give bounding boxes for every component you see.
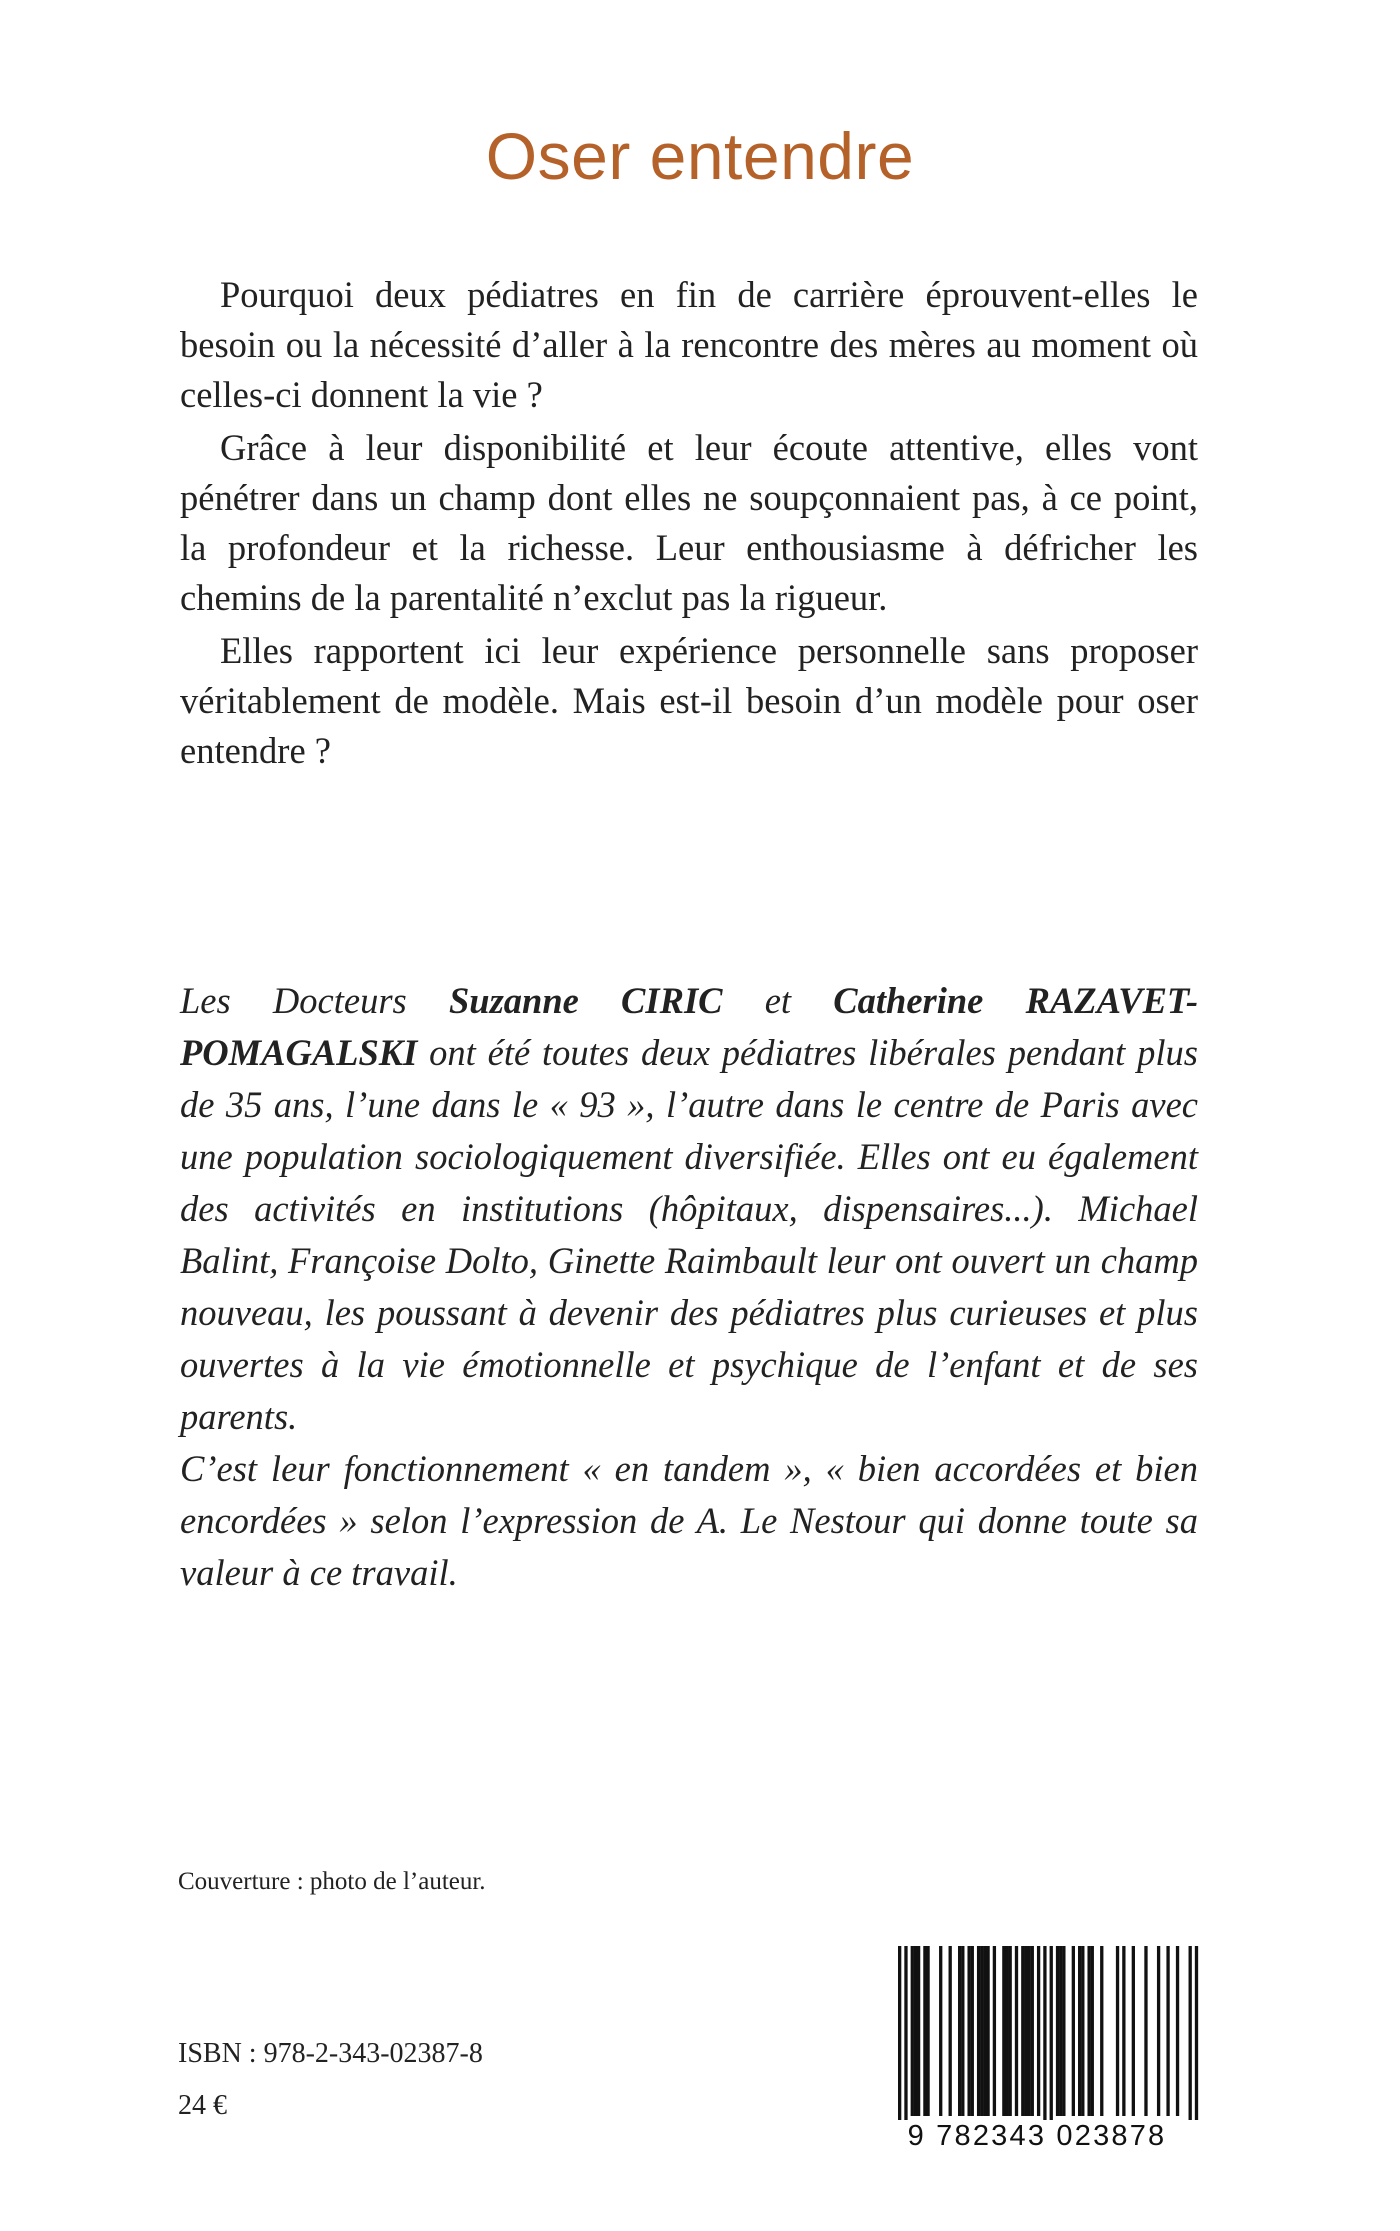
bio-rest: ont été toutes deux pédiatres libérales pendant plus de 35 ans, l’une dans le « 93 », l’autre dans le centre de Paris avec une population sociologiquement diversifiée. Elles ont eu également des activités en institutions (hôpitaux, dispensaires...). Michael Balint, Françoise Dolto, Ginette Raimbault leur ont ouvert un champ nouveau, les poussant à devenir des pédiatres plus curieuses et plus ouvertes à la vie émotionnelle et psychique de l’enfant et de ses parents. bbox=[180, 1032, 1198, 1437]
barcode-bar bbox=[1024, 1946, 1027, 2116]
barcode-bar bbox=[1081, 1946, 1084, 2116]
barcode-bar bbox=[1132, 1946, 1135, 2116]
barcode-bar bbox=[1062, 1946, 1065, 2116]
author-name-2: Catherine RAZAVET-POMAGALSKI bbox=[180, 980, 1199, 1073]
barcode-bar bbox=[1176, 1946, 1179, 2116]
barcode-bar bbox=[914, 1946, 917, 2116]
barcode-bar bbox=[1021, 1946, 1024, 2116]
bio-paragraph-1 bbox=[180, 975, 1198, 1443]
barcode-bar bbox=[939, 1946, 942, 2116]
bio-paragraph-2: C’est leur fonctionnement « en tandem », « bien accordées et bien encordées » selon l’expression de A. Le Nestour qui donne toute sa valeur à ce travail. bbox=[180, 1448, 1198, 1593]
barcode-bar bbox=[958, 1946, 961, 2116]
barcode-bar bbox=[1072, 1946, 1075, 2116]
summary-paragraph-2: Grâce à leur disponibilité et leur écoute attentive, elles vont pénétrer dans un champ dont elles ne soupçonnaient pas, à ce point, la profondeur et la richesse. Leur enthousiasme à défricher les chemins de la parentalité n’exclut pas la rigueur. bbox=[180, 427, 1198, 618]
barcode-digits: 9 782343 023878 bbox=[907, 2120, 1167, 2152]
barcode-bar bbox=[949, 1946, 952, 2116]
barcode bbox=[868, 1944, 1206, 2152]
barcode-bar bbox=[923, 1946, 926, 2116]
barcode-bar bbox=[1027, 1946, 1030, 2116]
barcode-bar bbox=[1116, 1946, 1119, 2116]
barcode-bar bbox=[993, 1946, 996, 2116]
barcode-bar bbox=[986, 1946, 989, 2116]
barcode-bar bbox=[1144, 1946, 1147, 2116]
barcode-bar bbox=[1078, 1946, 1081, 2116]
barcode-bar bbox=[1189, 1946, 1192, 2120]
barcode-bar bbox=[911, 1946, 914, 2116]
bio-intro: Les Docteurs bbox=[180, 980, 449, 1021]
bio-connector: et bbox=[722, 980, 834, 1021]
book-title: Oser entendre bbox=[485, 119, 915, 193]
barcode-bar bbox=[1031, 1946, 1034, 2116]
isbn-text: ISBN : 978-2-343-02387-8 bbox=[178, 2038, 483, 2069]
price-text: 24 € bbox=[178, 2090, 227, 2121]
barcode-bar bbox=[1122, 1946, 1125, 2116]
barcode-bar bbox=[983, 1946, 986, 2116]
barcode-bar bbox=[1056, 1946, 1059, 2116]
barcode-bar bbox=[980, 1946, 983, 2116]
barcode-bar bbox=[1009, 1946, 1012, 2116]
cover-credit: Couverture : photo de l’auteur. bbox=[178, 1868, 486, 1895]
barcode-bar bbox=[971, 1946, 974, 2116]
barcode-bar bbox=[1002, 1946, 1005, 2116]
barcode-bar bbox=[926, 1946, 929, 2116]
barcode-bar bbox=[1037, 1946, 1040, 2116]
summary-paragraph-3: Elles rapportent ici leur expérience personnelle sans proposer véritablement de modèle. Mais est-il besoin d’un modèle pour oser entendre ? bbox=[180, 630, 1198, 771]
barcode-bar bbox=[904, 1946, 907, 2120]
barcode-bar bbox=[1059, 1946, 1062, 2116]
barcode-bar bbox=[1195, 1946, 1198, 2120]
barcode-bar bbox=[1157, 1946, 1160, 2116]
barcode-bar bbox=[1087, 1946, 1090, 2116]
author-name-1: Suzanne CIRIC bbox=[448, 980, 723, 1021]
authors-biography bbox=[180, 975, 1198, 1599]
barcode-bar bbox=[961, 1946, 964, 2116]
barcode-bar bbox=[1100, 1946, 1103, 2116]
back-cover-summary bbox=[180, 270, 1198, 779]
barcode-bar bbox=[1005, 1946, 1008, 2116]
barcode-bar bbox=[917, 1946, 920, 2116]
barcode-bar bbox=[967, 1946, 970, 2116]
barcode-bar bbox=[1166, 1946, 1169, 2116]
barcode-bars bbox=[868, 1944, 1206, 2120]
barcode-bar bbox=[1043, 1946, 1046, 2120]
barcode-bar bbox=[1091, 1946, 1094, 2116]
summary-paragraph-1: Pourquoi deux pédiatres en fin de carrière éprouvent-elles le besoin ou la nécessité d’aller à la rencontre des mères au moment où celles-ci donnent la vie ? bbox=[180, 274, 1198, 415]
barcode-bar bbox=[1050, 1946, 1053, 2120]
barcode-bar bbox=[1015, 1946, 1018, 2116]
barcode-bar bbox=[898, 1946, 901, 2120]
barcode-bar bbox=[977, 1946, 980, 2116]
